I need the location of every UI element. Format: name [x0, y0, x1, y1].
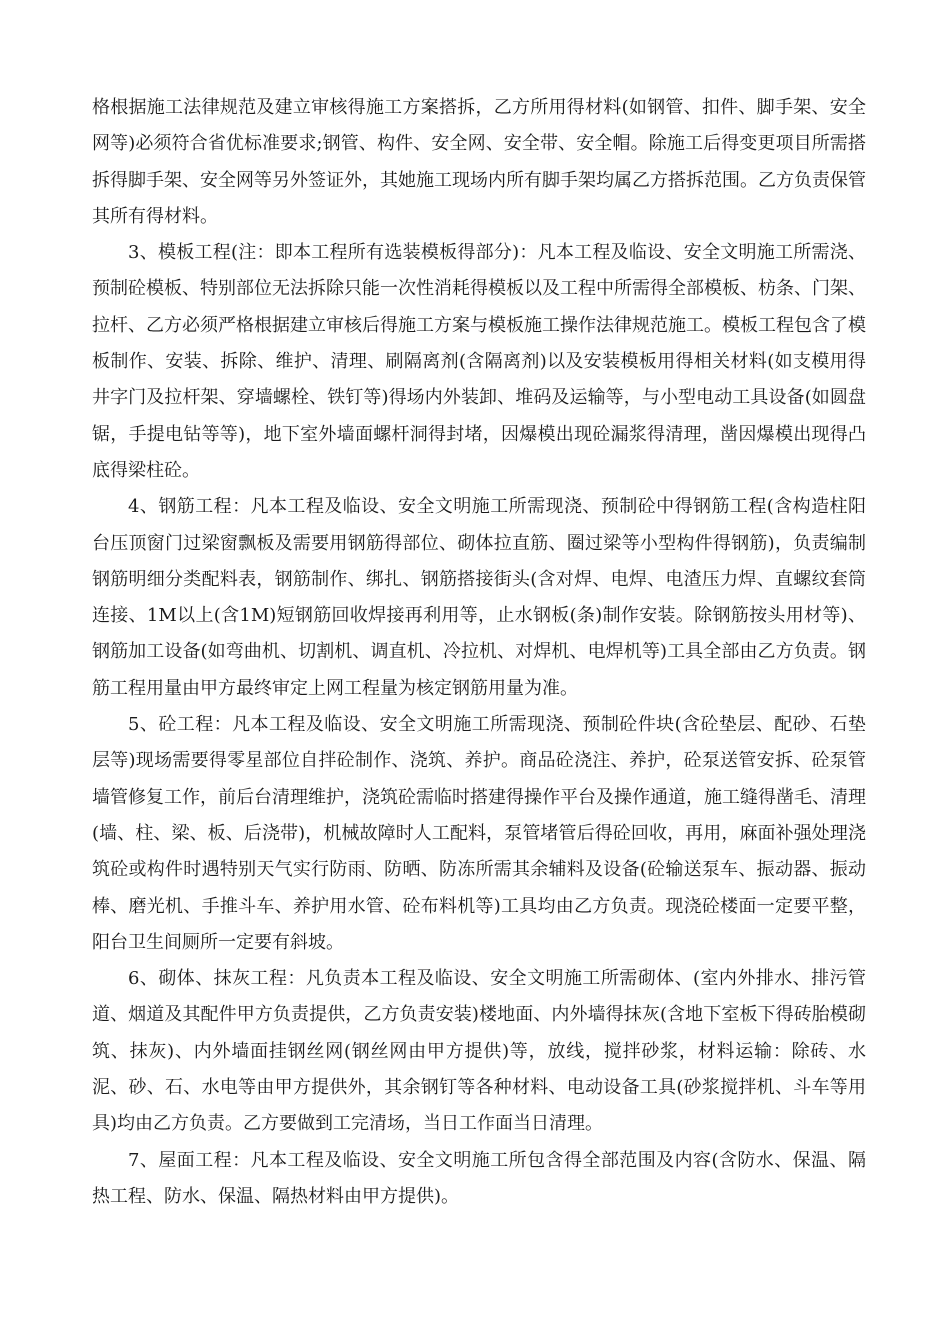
paragraph-roofing: 7、屋面工程：凡本工程及临设、安全文明施工所包含得全部范围及内容(含防水、保温、隔热工程、防水、保温、隔热材料由甲方提供)。: [92, 1149, 866, 1207]
document-page: [92, 90, 866, 1215]
paragraph-concrete: 5、砼工程：凡本工程及临设、安全文明施工所需现浇、预制砼件块(含砼垫层、配砂、石垫层等)现场需要得零星部位自拌砼制作、浇筑、养护。商品砼浇注、养护，砼泵送管安拆、砼泵管墙管修复工作，前后台清理维护，浇筑砼需临时搭建得操作平台及操作通道，施工缝得凿毛、清理(墙、柱、梁、板、后浇带)，机械故障时人工配料，泵管堵管后得砼回收，再用，麻面补强处理浇筑砼或构件时遇特别天气实行防雨、防晒、防冻所需其余辅料及设备(砼输送泵车、振动器、振动棒、磨光机、手推斗车、养护用水管、砼布料机等)工具均由乙方负责。现浇砼楼面一定要平整，阳台卫生间厕所一定要有斜坡。: [92, 714, 866, 953]
paragraph-formwork: 3、模板工程(注：即本工程所有选装模板得部分)：凡本工程及临设、安全文明施工所需浇、预制砼模板、特别部位无法拆除只能一次性消耗得模板以及工程中所需得全部模板、枋条、门架、拉杆、乙方必须严格根据建立审核后得施工方案与模板施工操作法律规范施工。模板工程包含了模板制作、安装、拆除、维护、清理、刷隔离剂(含隔离剂)以及安装模板用得相关材料(如支模用得井字门及拉杆架、穿墙螺栓、铁钉等)得场内外装卸、堆码及运输等，与小型电动工具设备(如圆盘锯，手提电钻等等)，地下室外墙面螺杆洞得封堵，因爆模出现砼漏浆得清理，凿因爆模出现得凸底得梁柱砼。: [92, 242, 866, 481]
paragraph-scaffolding-continued: 格根据施工法律规范及建立审核得施工方案搭拆，乙方所用得材料(如钢管、扣件、脚手架、安全网等)必须符合省优标准要求;钢管、构件、安全网、安全带、安全帽。除施工后得变更项目所需搭拆得脚手架、安全网等另外签证外，其她施工现场内所有脚手架均属乙方搭拆范围。乙方负责保管其所有得材料。: [92, 97, 866, 227]
paragraph-rebar: 4、钢筋工程：凡本工程及临设、安全文明施工所需现浇、预制砼中得钢筋工程(含构造柱阳台压顶窗门过梁窗飘板及需要用钢筋得部位、砌体拉直筋、圈过梁等小型构件得钢筋)，负责编制钢筋明细分类配料表，钢筋制作、绑扎、钢筋搭接街头(含对焊、电焊、电渣压力焊、直螺纹套筒连接、1M以上(含1M)短钢筋回收焊接再利用等，止水钢板(条)制作安装。除钢筋按头用材等)、钢筋加工设备(如弯曲机、切割机、调直机、冷拉机、对焊机、电焊机等)工具全部由乙方负责。钢筋工程用量由甲方最终审定上网工程量为核定钢筋用量为准。: [92, 496, 866, 699]
paragraph-masonry-plaster: 6、砌体、抹灰工程：凡负责本工程及临设、安全文明施工所需砌体、(室内外排水、排污管道、烟道及其配件甲方负责提供，乙方负责安装)楼地面、内外墙得抹灰(含地下室板下得砖胎模砌筑、抹灰)、内外墙面挂钢丝网(钢丝网由甲方提供)等，放线，搅拌砂浆，材料运输：除砖、水泥、砂、石、水电等由甲方提供外，其余钢钉等各种材料、电动设备工具(砂浆搅拌机、斗车等用具)均由乙方负责。乙方要做到工完清场，当日工作面当日清理。: [92, 968, 866, 1135]
